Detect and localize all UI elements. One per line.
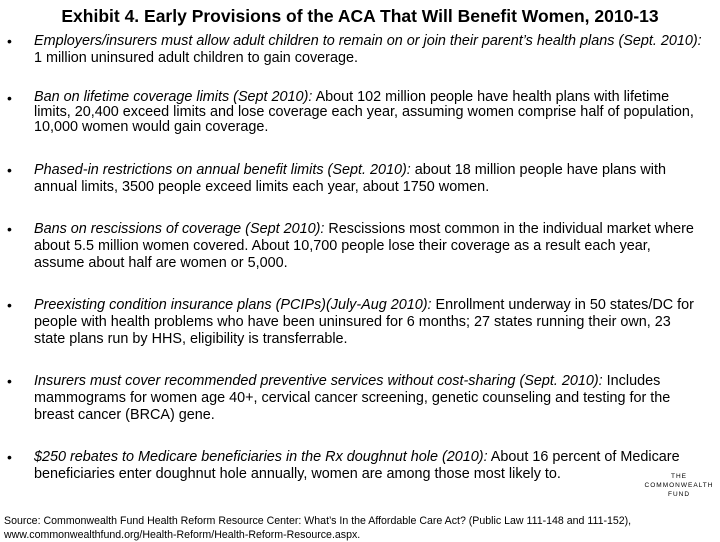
- provision-detail: about 18 million people have plans with annual limits, 3500 people exceed limits each year, about 1750 women.: [34, 162, 666, 195]
- provision-heading: Bans on rescissions of coverage (Sept 2010):: [34, 221, 325, 237]
- provision-heading: Ban on lifetime coverage limits (Sept 2010):: [34, 89, 313, 105]
- bullet-icon: •: [7, 162, 12, 178]
- bullet-icon: •: [7, 297, 12, 313]
- provision-heading: $250 rebates to Medicare beneficiaries in the Rx doughnut hole (2010):: [34, 449, 488, 465]
- provision-detail: Rescissions most common in the individual market where about 5.5 million women covered. About 10,700 people lose their coverage as a result each year, assume about half are women or 5,000.: [34, 221, 694, 271]
- bullet-icon: •: [7, 90, 12, 106]
- exhibit-title: Exhibit 4. Early Provisions of the ACA That Will Benefit Women, 2010-13: [61, 6, 659, 26]
- provision-heading: Insurers must cover recommended preventive services without cost-sharing (Sept. 2010):: [34, 373, 603, 389]
- provision-detail: Enrollment underway in 50 states/DC for people with health problems who have been uninsured for 6 months; 27 states running their own, 23 state plans run by HHS, eligibility is transferrable.: [34, 297, 694, 347]
- provision-heading: Preexisting condition insurance plans (PCIPs)(July-Aug 2010):: [34, 297, 432, 313]
- bullet-icon: •: [7, 221, 12, 237]
- bullet-icon: •: [7, 33, 12, 49]
- source-note: Source: Commonwealth Fund Health Reform Resource Center: What’s In the Affordable Care Act? (Public Law 111-148 and 111-152), www.commonwealthfund.org/Health-Reform/Health-Reform-Resource.aspx.: [4, 515, 632, 541]
- provision-detail: 1 million uninsured adult children to gain coverage.: [34, 50, 358, 66]
- provision-heading: Phased-in restrictions on annual benefit limits (Sept. 2010):: [34, 162, 411, 178]
- provision-heading: Employers/insurers must allow adult children to remain on or join their parent’s health plans (Sept. 2010):: [34, 33, 702, 49]
- provision-detail: About 102 million people have health plans with lifetime limits, 20,400 exceed limits and lose coverage each year, assuming women comprise half of population, 10,000 women would gain coverage.: [34, 89, 694, 135]
- commonwealth-fund-logo: THE COMMONWEALTH FUND: [644, 473, 714, 498]
- provision-detail: About 16 percent of Medicare beneficiaries enter doughnut hole annually, women are among those most likely to.: [34, 449, 680, 482]
- bullet-icon: •: [7, 449, 12, 465]
- bullet-icon: •: [7, 373, 12, 389]
- provision-detail: Includes mammograms for women age 40+, cervical cancer screening, genetic counseling and testing for the breast cancer (BRCA) gene.: [34, 373, 671, 423]
